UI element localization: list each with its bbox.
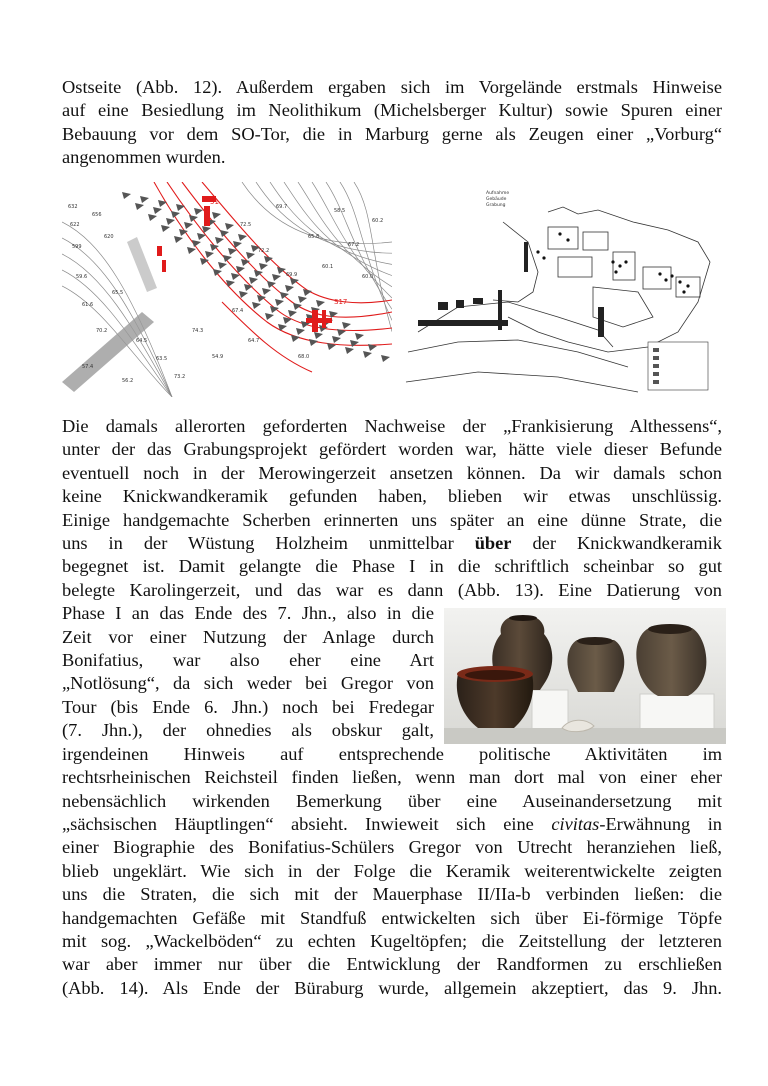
elevation-label: 656 xyxy=(92,212,102,218)
text-line: rechtsrheinischen Reichsteil finden ließen, wenn man dort mal von einer eher xyxy=(62,767,722,788)
text-line: mit sog. „Wackelböden“ zu echten Kugeltöpfen; die Zeitstellung der letzteren xyxy=(62,930,722,951)
plan-label: Gebäude xyxy=(486,197,507,202)
paragraph-intro xyxy=(62,76,722,170)
text-line: handgemachten Gefäße mit Standfuß entwickelten sich über Ei-förmige Töpfe xyxy=(62,907,722,928)
posthole-mark xyxy=(686,284,689,287)
elevation-label: 70.2 xyxy=(96,328,108,334)
bold-word: über xyxy=(474,533,512,554)
text-line: blieb ungeklärt. Wie sich in der Folge die Keramik weiterentwickelte zeigten xyxy=(62,860,722,881)
italic-word: civitas xyxy=(551,813,600,834)
posthole-mark xyxy=(614,270,617,273)
elevation-label: 61.6 xyxy=(82,302,94,308)
figure-topographic-map xyxy=(62,182,392,397)
text-fragment: der Knickwandkeramik xyxy=(511,533,722,554)
elevation-label: 56.2 xyxy=(122,378,134,384)
text-line: nebensächlich wirkenden Bemerkung über eine Auseinandersetzung mit xyxy=(62,790,722,811)
elevation-label: 60.2 xyxy=(372,218,384,224)
elevation-label: 72.2 xyxy=(258,248,270,254)
elevation-label: 63.5 xyxy=(156,356,168,362)
figure-pottery-photo xyxy=(444,608,726,744)
elevation-label: 59.6 xyxy=(76,274,88,280)
text-line: war aber immer nur über die Entwicklung der Randformen zu erschließen xyxy=(62,954,722,975)
posthole-mark xyxy=(536,250,539,253)
excavation-plan-drawing xyxy=(398,182,716,397)
text-line: einer Biographie des Bonifatius-Schülers Gregor von Utrecht heranziehen ließ, xyxy=(62,837,722,858)
text-fragment: -Erwähnung in xyxy=(599,813,722,834)
elevation-label: 69.7 xyxy=(276,204,288,210)
posthole-mark xyxy=(678,280,681,283)
plan-label: Aufnahme xyxy=(486,191,510,196)
text-line: Bebauung vor dem SO-Tor, die in Marburg gerne als Zeugen einer „Vorburg“ xyxy=(62,123,722,144)
elevation-label: 65.8 xyxy=(308,234,320,240)
plan-label: Grabung xyxy=(486,203,506,208)
posthole-mark xyxy=(558,232,561,235)
text-line: irgendeinen Hinweis auf entsprechende politische Aktivitäten im xyxy=(62,743,722,764)
elevation-label: 632 xyxy=(68,204,78,210)
text-line: unter der das Grabungsprojekt gefördert worden war, hätte viele dieser Befunde xyxy=(62,439,722,460)
elevation-label: 64.5 xyxy=(136,338,148,344)
posthole-mark xyxy=(682,290,685,293)
text-line xyxy=(62,813,722,836)
text-line: auf eine Besiedlung im Neolithikum (Michelsberger Kultur) sowie Spuren einer xyxy=(62,100,722,121)
text-line: „Notlösung“, da sich weder bei Gregor von xyxy=(62,673,434,694)
text-line: Ostseite (Abb. 12). Außerdem ergaben sich im Vorgelände erstmals Hinweise xyxy=(62,77,722,97)
elevation-label: 620 xyxy=(104,234,114,240)
text-line: begegnet ist. Damit gelangte die Phase I in die schriftlich scheinbar so gut xyxy=(62,556,722,577)
figure-excavation-plan xyxy=(398,182,716,397)
text-line: eventuell noch in der Merowingerzeit ansetzen können. Da wir damals schon xyxy=(62,462,722,483)
text-line: Zeit vor einer Nutzung der Anlage durch xyxy=(62,626,434,647)
elevation-label: 57.4 xyxy=(82,364,94,370)
text-line: (7. Jhn.), der ohnedies als obskur galt, xyxy=(62,720,434,741)
posthole-mark xyxy=(542,256,545,259)
posthole-mark xyxy=(664,278,667,281)
posthole-mark xyxy=(566,238,569,241)
text-fragment: „sächsischen Häuptlingen“ absieht. Inwieweit sich eine xyxy=(62,813,552,834)
elevation-label: 64.7 xyxy=(248,338,260,344)
text-line: Die damals allerorten geforderten Nachweise der „Frankisierung Althessens“, xyxy=(62,416,722,436)
posthole-mark xyxy=(670,274,673,277)
elevation-label: 69.9 xyxy=(286,272,298,278)
posthole-mark xyxy=(658,272,661,275)
text-line: angenommen wurden. xyxy=(62,147,226,168)
elevation-label: 60.0 xyxy=(362,274,374,280)
elevation-label: 73.2 xyxy=(174,374,186,380)
elevation-label: 68.0 xyxy=(298,354,310,360)
map-label-s17: S17 xyxy=(334,298,348,306)
text-line: keine Knickwandkeramik gefunden haben, blieben wir etwas unschlüssig. xyxy=(62,486,722,507)
elevation-label: 67.4 xyxy=(232,308,244,314)
text-line: uns die Straten, die sich mit der Mauerphase II/IIa-b verbinden ließen: die xyxy=(62,884,722,905)
text-fragment: uns in der Wüstung Holzheim unmittelbar xyxy=(62,533,475,554)
pottery-photo xyxy=(444,608,726,744)
text-line: (Abb. 14). Als Ende der Büraburg wurde, allgemein akzeptiert, das 9. Jhn. xyxy=(62,977,722,998)
elevation-label: 60.1 xyxy=(322,264,334,270)
posthole-mark xyxy=(611,260,614,263)
map-label-51: 51 xyxy=(210,198,219,206)
elevation-label: 599 xyxy=(72,244,82,250)
posthole-mark xyxy=(618,264,621,267)
elevation-label: 67.2 xyxy=(348,242,360,248)
text-line: Phase I an das Ende des 7. Jhn., also in die xyxy=(62,603,434,624)
text-line: Tour (bis Ende 6. Jhn.) noch bei Fredegar xyxy=(62,696,434,717)
text-line xyxy=(62,532,722,555)
elevation-label: 54.9 xyxy=(212,354,224,360)
elevation-label: 58.5 xyxy=(334,208,346,214)
text-line: Bonifatius, war also eher eine Art xyxy=(62,650,434,671)
topographic-map-drawing xyxy=(62,182,392,397)
elevation-label: 74.3 xyxy=(192,328,204,334)
text-line: belegte Karolingerzeit, und das war es dann (Abb. 13). Eine Datierung von xyxy=(62,579,722,600)
elevation-label: 72.5 xyxy=(240,222,252,228)
posthole-mark xyxy=(624,260,627,263)
elevation-label: 65.5 xyxy=(112,290,124,296)
elevation-label: 622 xyxy=(70,222,80,228)
text-line: Einige handgemachte Scherben erinnerten uns später an eine dünne Strate, die xyxy=(62,509,722,530)
